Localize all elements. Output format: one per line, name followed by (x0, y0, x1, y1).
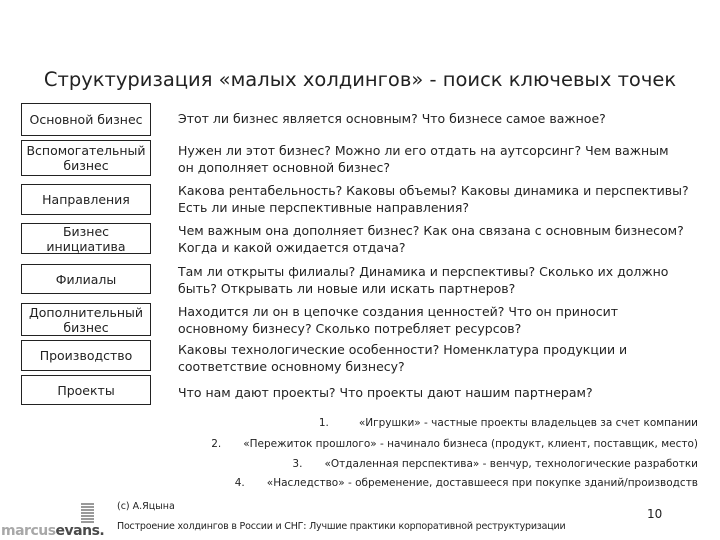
question-business-initiative: Чем важным она дополняет бизнес? Как она связана с основным бизнесом? Когда и какой ожидается отдача? (178, 223, 684, 255)
question-projects: Что нам дают проекты? Что проекты дают нашим партнерам? (178, 385, 593, 400)
logo-wordmark: marcusevans. (1, 523, 105, 539)
category-box-main-business (21, 103, 151, 136)
list-number: 3. (292, 458, 303, 470)
project-type-item (211, 438, 698, 450)
category-label: Дополнительный бизнес (28, 304, 143, 335)
question-additional-business: Находится ли он в цепочке создания ценностей? Что он приносит основному бизнесу? Сколько потребляет ресурсов? (178, 304, 618, 336)
list-text: «Отдаленная перспектива» - венчур, технологические разработки (324, 458, 698, 470)
question-main-business: Этот ли бизнес является основным? Что бизнесе самое важное? (178, 111, 606, 126)
category-label: Вспомогательный бизнес (26, 143, 146, 173)
category-box-directions (21, 184, 151, 215)
category-label: Бизнес инициатива (46, 223, 126, 254)
slide-title: Структуризация «малых холдингов» - поиск ключевых точек (43, 68, 677, 91)
list-text: «Игрушки» - частные проекты владельцев за счет компании (358, 417, 698, 429)
category-label: Основной бизнес (29, 112, 143, 127)
list-text: «Пережиток прошлого» - начинало бизнеса (продукт, клиент, поставщик, место) (243, 438, 698, 450)
category-box-auxiliary-business (21, 140, 151, 176)
category-box-business-initiative (21, 223, 151, 254)
category-label: Проекты (57, 382, 115, 398)
list-text: «Наследство» - обременение, доставшееся при покупке зданий/производств (266, 477, 698, 489)
category-label: Производство (39, 348, 133, 363)
category-box-projects (21, 375, 151, 405)
category-label: Филиалы (55, 271, 117, 287)
question-branches: Там ли открыты филиалы? Динамика и перспективы? Сколько их должно быть? Открывать ли новые или искать партнеров? (178, 264, 669, 296)
category-box-additional-business (21, 303, 151, 336)
project-type-item (319, 417, 698, 429)
list-number: 1. (318, 417, 329, 429)
logo-mark-icon (81, 503, 94, 523)
question-production: Каковы технологические особенности? Номенклатура продукции и соответствие основному бизнесу? (178, 342, 628, 374)
category-box-production (21, 340, 151, 371)
page-number: 10 (647, 507, 663, 521)
list-number: 4. (234, 477, 245, 489)
category-label: Направления (42, 192, 130, 207)
category-box-branches (21, 264, 151, 294)
question-auxiliary-business: Нужен ли этот бизнес? Можно ли его отдать на аутсорсинг? Чем важным он дополняет основной бизнес? (178, 143, 669, 175)
question-directions: Какова рентабельность? Каковы объемы? Каковы динамика и перспективы? Есть ли иные перспективные направления? (178, 183, 689, 215)
footer-author: (c) А.Яцына (117, 501, 175, 512)
project-type-item (292, 458, 698, 470)
footer-subtitle: Построение холдингов в России и СНГ: Лучшие практики корпоративной реструктуризации (117, 521, 566, 532)
project-type-item (235, 477, 698, 489)
marcus-evans-logo (0, 500, 112, 538)
list-number: 2. (211, 438, 222, 450)
